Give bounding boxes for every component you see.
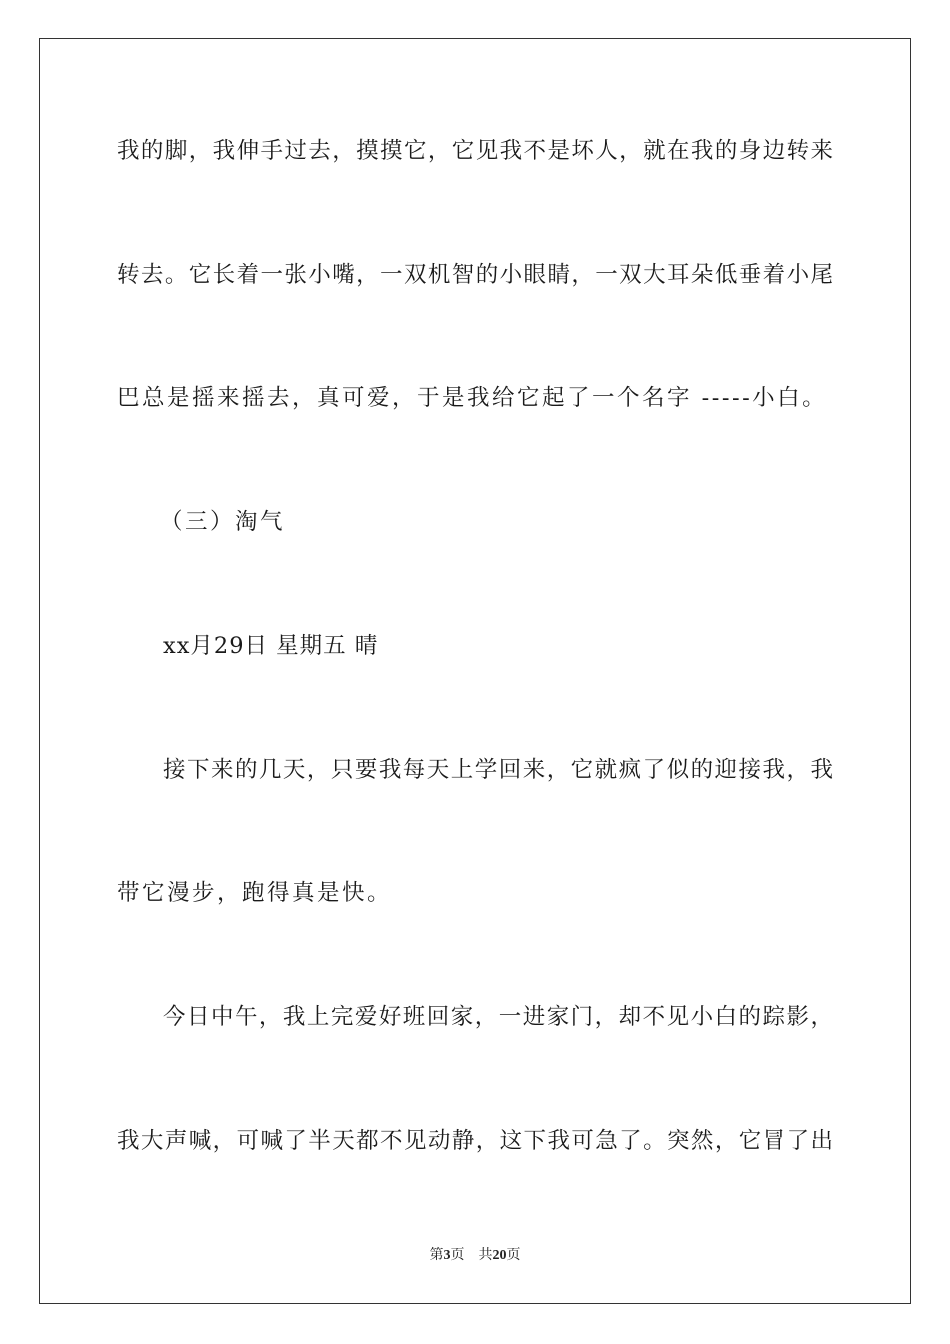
footer-mid: 页 共 (450, 1248, 493, 1263)
body-line-5: 带它漫步，跑得真是快。 (117, 880, 393, 906)
body-line-1: 我的脚，我伸手过去，摸摸它，它见我不是坏人，就在我的身边转来 (117, 138, 833, 164)
date-line: xx月29日 星期五 晴 (163, 633, 379, 659)
page-footer (0, 1246, 950, 1266)
body-line-7: 我大声喊，可喊了半天都不见动静，这下我可急了。突然，它冒了出 (117, 1128, 833, 1154)
footer-suffix: 页 (506, 1248, 521, 1263)
footer-current-page: 3 (443, 1248, 451, 1263)
page-border (39, 38, 911, 1304)
body-line-3: 巴总是摇来摇去，真可爱，于是我给它起了一个名字 -----小白。 (117, 385, 828, 411)
footer-total-pages: 20 (492, 1248, 507, 1263)
section-heading: （三）淘气 (160, 509, 286, 535)
body-line-6: 今日中午，我上完爱好班回家，一进家门，却不见小白的踪影， (163, 1004, 833, 1030)
footer-prefix: 第 (429, 1248, 444, 1263)
body-line-2: 转去。它长着一张小嘴，一双机智的小眼睛，一双大耳朵低垂着小尾 (117, 262, 833, 288)
body-line-4: 接下来的几天，只要我每天上学回来，它就疯了似的迎接我，我 (163, 757, 833, 783)
